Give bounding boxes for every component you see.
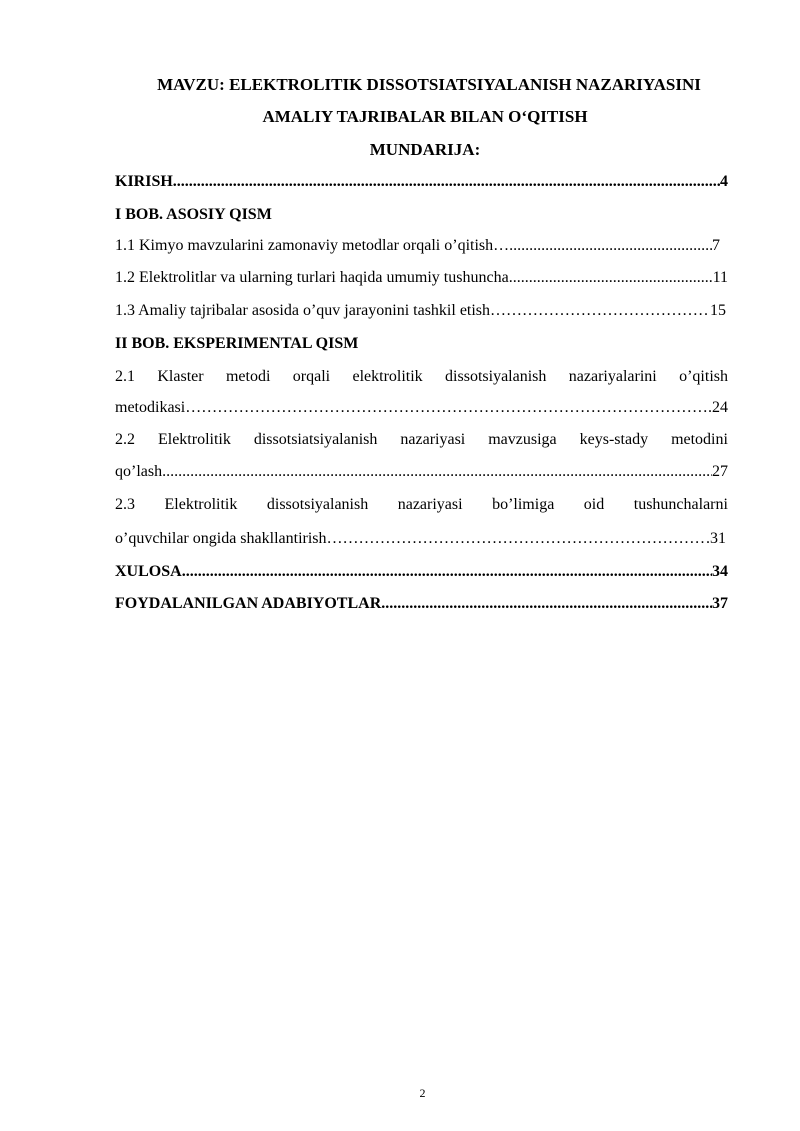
topic-title-line1: MAVZU: ELEKTROLITIK DISSOTSIATSIYALANISH NAZARIYASINI [157,75,701,94]
toc-chapter-text: II BOB. EKSPERIMENTAL QISM [115,335,359,352]
toc-word: dissotsiyalanish [445,368,547,385]
toc-page-number: .24 [708,399,728,416]
toc-page-number: 37 [712,595,728,612]
toc-entry-text: o’quvchilar ongida shakllantirish [115,530,327,547]
toc-word: tushunchalarni [633,496,728,513]
toc-word: 2.1 [115,368,135,385]
toc-word: nazariyasi [397,496,463,513]
toc-entry-text: qo’lash [115,463,163,480]
toc-word: elektrolitik [352,368,423,385]
toc-word: mavzusiga [488,431,557,448]
toc-entry-2-2-line1 [115,430,728,450]
toc-entry-kirish [115,172,728,192]
toc-entry-1-3 [115,301,726,321]
toc-entry-xulosa [115,562,728,582]
toc-word: dissotsiatsiyalanish [253,431,378,448]
topic-title-line2: AMALIY TAJRIBALAR BILAN O‘QITISH [262,107,588,126]
toc-entry-text: FOYDALANILGAN ADABIYOTLAR [115,595,382,612]
toc-page-number: 7 [712,237,720,254]
toc-chapter-text: I BOB. ASOSIY QISM [115,206,272,223]
dot-leader [182,562,712,582]
dot-leader [509,268,713,288]
toc-word: nazariyasi [400,431,466,448]
toc-word: Klaster [157,368,204,385]
toc-word: oid [583,496,605,513]
toc-entry-text: metodikasi [115,399,186,416]
dot-leader [490,301,710,321]
toc-entry-text: KIRISH [115,173,173,190]
toc-entry-text: XULOSA [115,563,182,580]
toc-page-number: 11 [712,269,728,286]
dot-leader [173,172,720,192]
toc-entry-text: 1.1 Kimyo mavzularini zamonaviy metodlar orqali o’qitish… [115,237,510,254]
toc-entry-1-2 [115,268,728,288]
toc-word: 2.3 [115,496,135,513]
toc-entry-text: 1.3 Amaliy tajribalar asosida o’quv jarayonini tashkil etish [115,302,491,319]
toc-word: bo’limiga [492,496,555,513]
toc-entry-2-3-line1 [115,495,728,515]
toc-word: keys-stady [579,431,649,448]
toc-entry-2-2-line2 [115,462,728,482]
dot-leader [162,462,712,482]
toc-entry-1-1 [115,236,720,256]
toc-page-number: 34 [712,563,728,580]
toc-word: o’qitish [679,368,728,385]
toc-word: nazariyalarini [568,368,657,385]
page-number: 2 [419,1086,426,1100]
toc-entry-text: 1.2 Elektrolitlar va ularning turlari haqida umumiy tushuncha [115,269,509,286]
toc-word: 2.2 [115,431,135,448]
dot-leader [381,594,712,614]
toc-entry-adabiyotlar [115,594,728,614]
toc-word: Elektrolitik [164,496,238,513]
toc-entry-2-3-line2 [115,529,726,549]
toc-entry-2-1-line2 [115,398,728,418]
dot-leader [509,236,712,256]
toc-word: metodini [671,431,728,448]
toc-word: metodi [225,368,271,385]
toc-entry-2-1-line1 [115,367,728,387]
toc-page-number: 4 [720,173,728,190]
contents-heading: MUNDARIJA: [369,140,481,159]
toc-page-number: .31 [706,530,726,547]
dot-leader [185,398,708,418]
dot-leader [327,529,706,549]
toc-page-number: 15 [710,302,726,319]
toc-page-number: 27 [712,463,728,480]
toc-word: orqali [292,368,331,385]
toc-chapter-1 [115,205,728,225]
toc-word: dissotsiyalanish [266,496,369,513]
toc-chapter-2 [115,334,728,354]
toc-word: Elektrolitik [157,431,231,448]
